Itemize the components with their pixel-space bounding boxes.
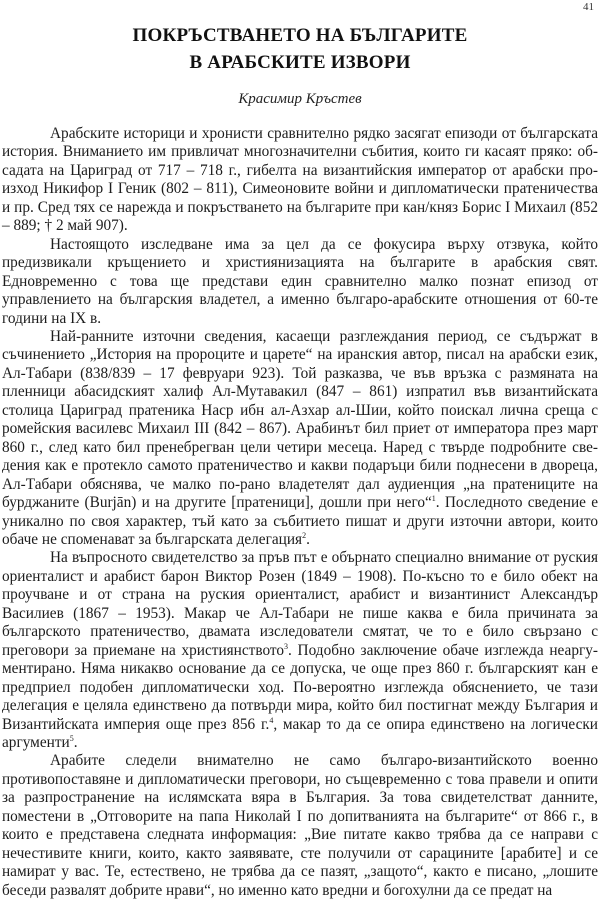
paragraph-text: . <box>73 733 78 751</box>
author-name: Красимир Кръстев <box>238 91 362 107</box>
article-title <box>0 22 600 76</box>
paragraph-5 <box>2 752 598 900</box>
title-line-1: ПОКРЪСТВАНЕТО НА БЪЛГАРИТЕ <box>132 25 468 46</box>
footnote-ref-1[interactable]: 1 <box>431 493 436 503</box>
footnote-ref-5[interactable]: 5 <box>69 733 74 743</box>
paragraph-1 <box>2 125 598 236</box>
paragraph-text: Настоящото изследване има за цел да се фокусира върху отзвука, който предизвикали кръщението и християнизацията на българите в арабския свят. Едновременно с това ще представи един сравнително малко познат епизод от управлението на българския владетел, а именно българо-арабските отношения от 60-те години на IX в. <box>2 235 598 327</box>
paragraph-text: На въпросното свидетелство за пръв път е обърнато специално внимание от руския ориенталист и арабист барон Виктор Розен (1849 – 1908). По-късно то е било обект на проучване и от страна на руския ориенталист, арабист и византинист Александър Василиев (1867 – 1953). Макар че Ал-Табари не пише каква е била причината за българското пратеничество, двамата изследователи смятат, че то е било свързано с преговори за приемане на християнството <box>2 549 598 659</box>
paragraph-text: Арабите следели внимателно не само българо-византийското военно противопоставяне и дипломатически преговори, но същевременно с това правели и опити за разпространение на ислямската вяра в България. За това свидетелстват данните, поместени в „Отговорите на папа Николай I по допитванията на българите“ от 866 г., в които е представена следната информация: „Вие питате какво трябва да се направи с нечестивите книги, които, както заявявате, сте получили от сарацините [арабите] и се намират у вас. Те, естествено, не трябва да се пазят, „защото“, както е писано, „лошите беседи развалят добрите нрави“, но именно като вредни и богохулни да се предат на <box>2 752 598 899</box>
paragraph-text: . Подобно заключение обаче изглежда неаргументирано. Няма никакво основание да се допуска, че още през 860 г. българският кан е предприел подобен дипломатически ход. По-вероятно изглежда обяснението, че тази делегация е целяла единствено да потвърди мира, който бил постигнат между България и Византийската империя още през 856 г. <box>2 641 599 733</box>
paragraph-text: Арабските историци и хронисти сравнително рядко засягат епизоди от българската история. Вниманието им привличат многозначителни събития, които ги касаят пряко: обсадата на Цариград от 717 – 718 г., гибелта на византийския император от арабски произход Никифор I Геник (802 – 811), Симеоновите войни и дипломатически пратеничества и пр. Сред тях се нарежда и покръстването на българите при кан/княз Борис I Михаил (852 – 889; † 2 май 907). <box>2 125 598 235</box>
footnote-ref-2[interactable]: 2 <box>302 530 307 540</box>
footnote-ref-4[interactable]: 4 <box>269 715 274 725</box>
paragraph-text: , макар то да се опира единствено на логически аргументи <box>2 715 598 751</box>
paragraph-2 <box>2 236 598 328</box>
footnote-ref-3[interactable]: 3 <box>284 641 289 651</box>
paragraph-text: Най-ранните източни сведения, касаещи разглеждания период, се съдържат в съчинението „История на пророците и царете“ на иранския автор, писал на арабски език, Ал-Табари (838/839 – 17 февруари 923). Той разказва, че във връзка с размяната на пленници абасидският халиф Ал-Мутавакил (847 – 861) изпратил във византийската столица Цариград пратеника Наср ибн ал-Азхар ал-Шии, който поискал лична среща с ромейския василевс Михаил III (842 – 867). Арабинът бил приет от императора през март 860 г., след като бил пренебрегван цели четири месеца. Наред с твърде подробните сведения как е протекло самото пратеничество и какви подаръци били поднесени в двореца, Ал-Табари обяснява, че малко по-рано владетелят дал аудиенция „на пратениците на бурджаните (Burjān) и на другите [пратеници], дошли при него“ <box>2 327 598 512</box>
paragraph-text: . <box>306 530 310 548</box>
title-line-2: В АРАБСКИТЕ ИЗВОРИ <box>189 52 411 73</box>
paragraph-text: . Последното сведение е уникално по своя характер, тъй като за събитието пишат и други източни автори, които обаче не споменават за българската делегация <box>2 494 598 548</box>
paragraph-3 <box>2 328 598 549</box>
page-number: 41 <box>583 1 594 13</box>
paragraph-4 <box>2 549 598 752</box>
article-body <box>2 125 598 900</box>
